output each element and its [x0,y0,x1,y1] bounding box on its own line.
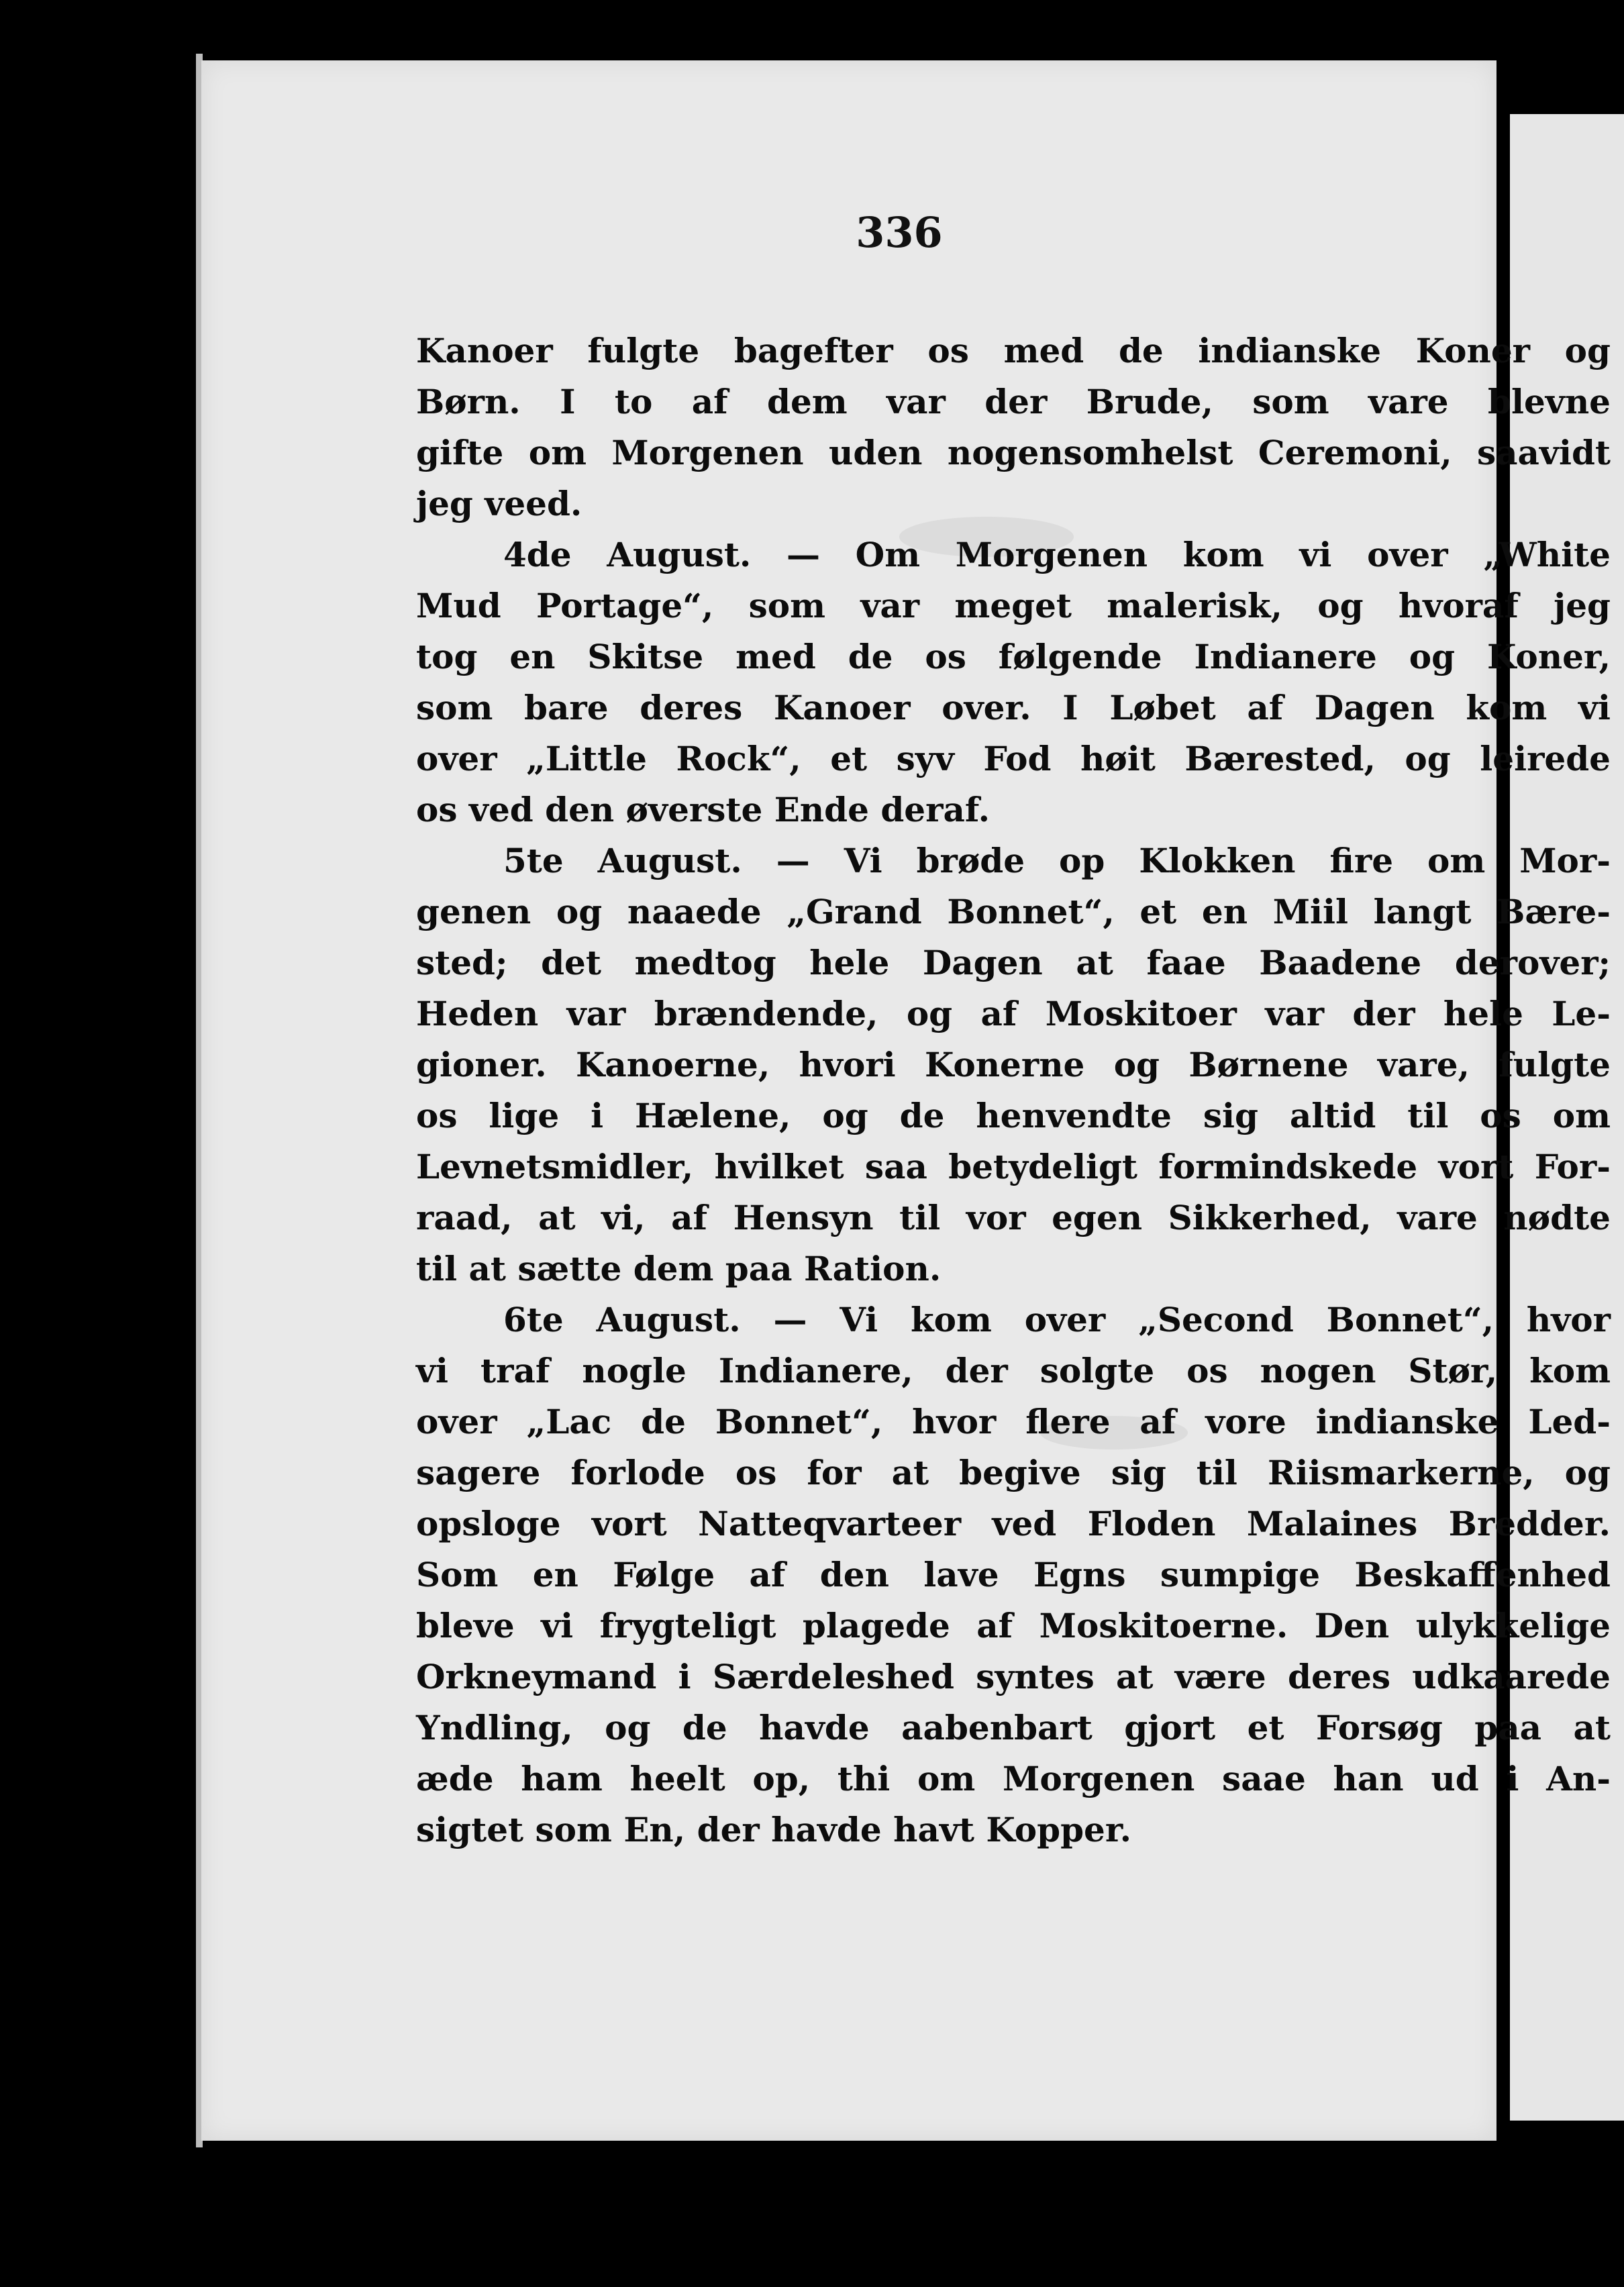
text-line: sigtet som En, der havde havt Kopper. [416,1810,1132,1849]
text-line: Heden var brændende, og af Moskitoer var der hele Le- [416,994,1611,1033]
text-line: til at sætte dem paa Ration. [416,1249,942,1288]
text-line: Levnetsmidler, hvilket saa betydeligt formindskede vort For- [416,1147,1611,1186]
paragraph-start-line: 6te August. — Vi kom over „Second Bonnet“, hvor [503,1300,1611,1339]
text-line: Som en Følge af den lave Egns sumpige Beskaffenhed [416,1555,1611,1594]
text-line: genen og naaede „Grand Bonnet“, et en Miil langt Bære- [416,892,1611,931]
text-line: gifte om Morgenen uden nogensomhelst Ceremoni, saavidt [416,433,1611,472]
text-line: sagere forlode os for at begive sig til Riismarkerne, og [416,1453,1611,1492]
paragraph-start-line: 4de August. — Om Morgenen kom vi over „White [503,535,1611,574]
body-text [416,325,1611,1856]
text-line: Yndling, og de havde aabenbart gjort et Forsøg paa at [416,1708,1611,1747]
page-number: 336 [856,208,943,257]
text-line: jeg veed. [416,484,582,523]
book-page [201,60,1611,2141]
text-line: opsloge vort Natteqvarteer ved Floden Malaines Bredder. [416,1504,1611,1543]
text-line: Mud Portage“, som var meget malerisk, og hvoraf jeg [416,586,1611,625]
text-line: tog en Skitse med de os følgende Indianere og Koner, [416,637,1611,676]
text-line: Kanoer fulgte bagefter os med de indianske Koner og [416,331,1611,370]
text-line: over „Lac de Bonnet“, hvor flere af vore indianske Led- [416,1402,1611,1441]
text-line: over „Little Rock“, et syv Fod høit Bærested, og leirede [416,739,1611,778]
text-line: sted; det medtog hele Dagen at faae Baadene derover; [416,943,1611,982]
text-line: Orkneymand i Særdeleshed syntes at være deres udkaarede [416,1657,1611,1696]
text-line: som bare deres Kanoer over. I Løbet af Dagen kom vi [416,688,1611,727]
text-line: æde ham heelt op, thi om Morgenen saae han ud i An- [416,1759,1611,1798]
text-line: os ved den øverste Ende deraf. [416,790,990,829]
paragraph-start-line: 5te August. — Vi brøde op Klokken fire om Mor- [503,841,1611,880]
text-line: os lige i Hælene, og de henvendte sig altid til os om [416,1096,1611,1135]
text-line: Børn. I to af dem var der Brude, som vare blevne [416,382,1611,421]
text-line: vi traf nogle Indianere, der solgte os nogen Stør, kom [416,1351,1611,1390]
text-line: gioner. Kanoerne, hvori Konerne og Børnene vare, fulgte [416,1045,1611,1084]
text-line: raad, at vi, af Hensyn til vor egen Sikkerhed, vare nødte [416,1198,1611,1237]
text-line: bleve vi frygteligt plagede af Moskitoerne. Den ulykkelige [416,1606,1611,1645]
